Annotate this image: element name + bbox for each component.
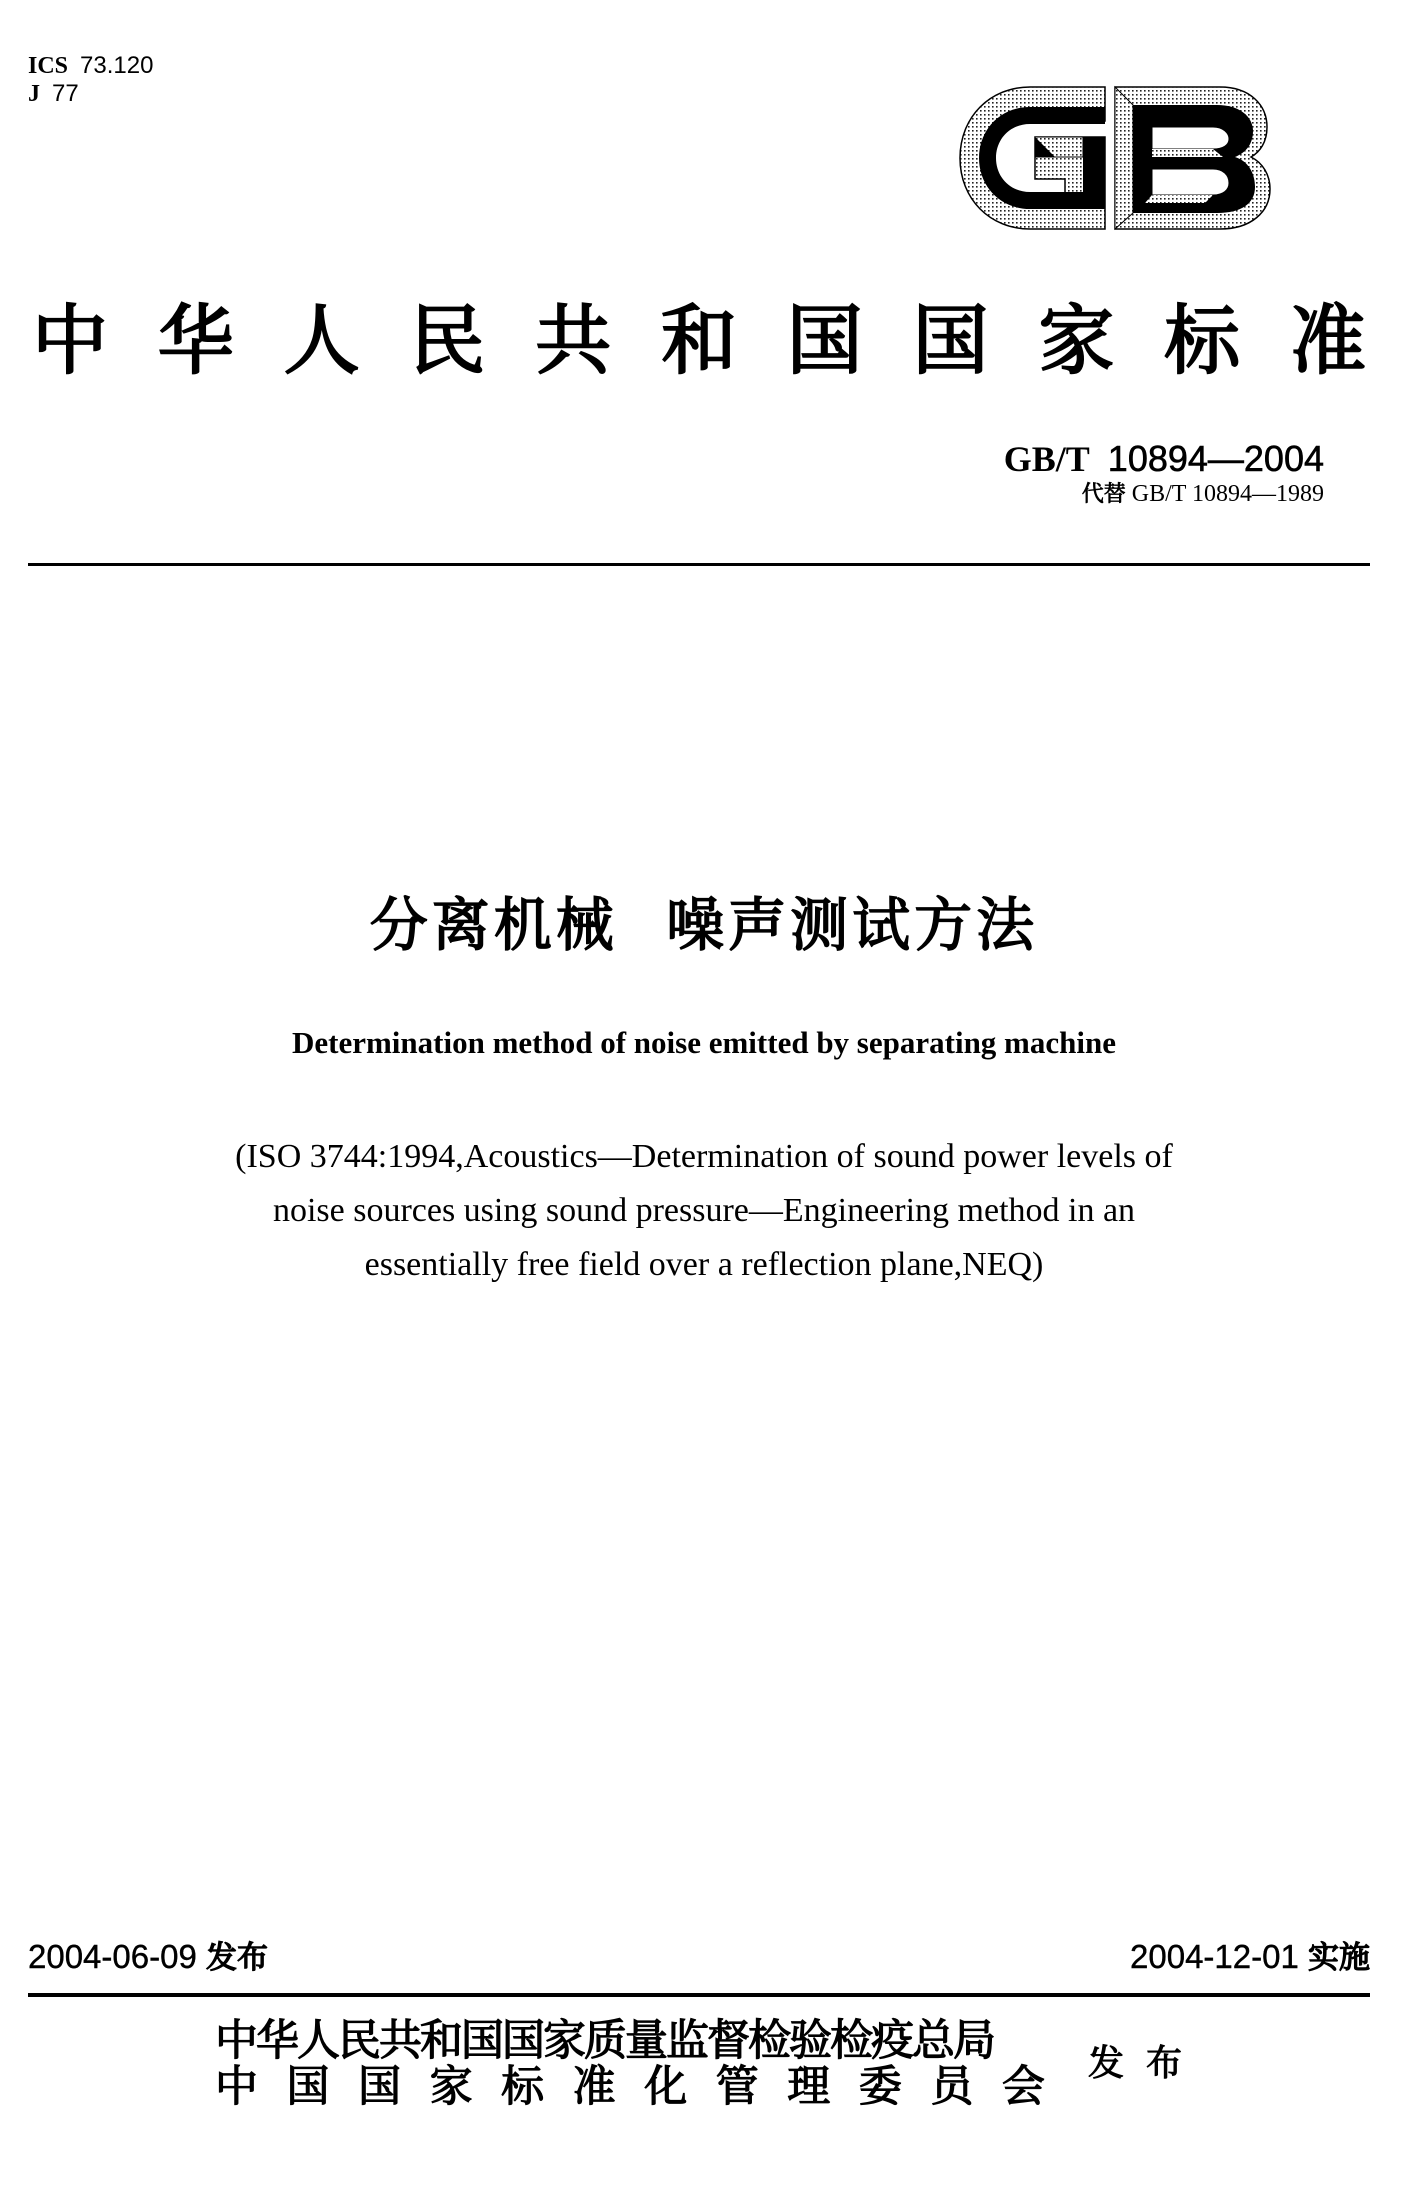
publisher-aqsiq: 中华人民共和国国家质量监督检验检疫总局 [215,2016,994,2066]
footer-divider [28,1993,1370,1997]
iso-reference [100,1130,1308,1292]
classification-codes [28,52,153,108]
ics-code: ICS 73.120 [28,52,154,79]
iso-reference-line: noise sources using sound pressure—Engineering method in an [272,1192,1136,1229]
iso-reference-line: essentially free field over a reflection plane,NEQ) [364,1246,1044,1283]
publish-label: 发布 [1088,2043,1205,2084]
english-title: Determination method of noise emitted by separating machine [292,1025,1116,1060]
standard-number: GB/T 10894—2004 [1003,438,1324,479]
standard-number-block [1004,438,1324,509]
ccs-code: J 77 [28,80,79,107]
iso-reference-line: (ISO 3744:1994,Acoustics—Determination of sound power levels of [235,1138,1173,1175]
issue-date: 2004-06-09 发布 [28,1938,268,1976]
gb-logo-icon [955,77,1275,239]
replaces-standard: 代替 GB/T 10894—1989 [1081,481,1324,507]
national-standard-title: 中 华 人 民 共 和 国 国 家 标 准 [32,295,1366,385]
header-divider [28,563,1370,566]
implementation-date: 2004-12-01 实施 [1130,1938,1370,1976]
publisher-sac: 中 国 国 家 标 准 化 管 理 委 员 会 [215,2062,1045,2112]
chinese-title: 分离机械 噪声测试方法 [369,891,1039,959]
publishers [215,2018,1045,2110]
